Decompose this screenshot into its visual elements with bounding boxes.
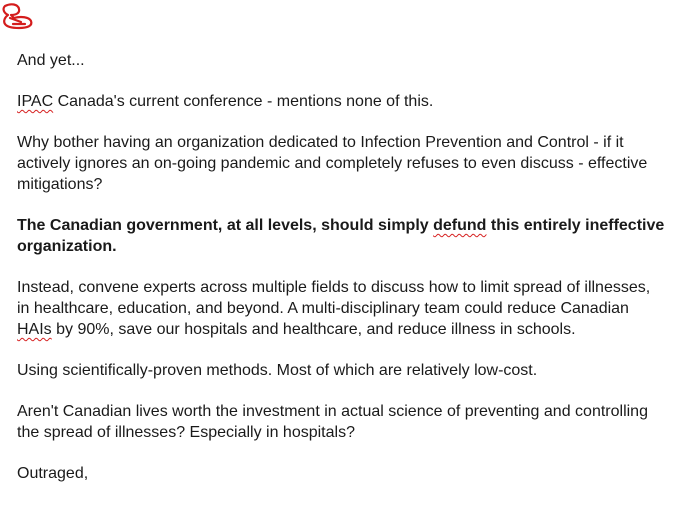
paragraph-bold-statement: [17, 215, 667, 257]
paragraph-closing-question: Aren't Canadian lives worth the investment in actual science of preventing and controlling the spread of illnesses? Especially in hospitals?: [17, 403, 648, 441]
paragraph-text: this entirely ineffective organization.: [17, 217, 665, 255]
paragraph-opening: And yet...: [17, 52, 85, 69]
spellcheck-flagged-word[interactable]: HAIs: [17, 321, 52, 338]
paragraph-methods: Using scientifically-proven methods. Most of which are relatively low-cost.: [17, 362, 538, 379]
spellcheck-flagged-word[interactable]: IPAC: [17, 93, 54, 110]
paragraph-text: by 90%, save our hospitals and healthcare, and reduce illness in schools.: [51, 321, 576, 338]
paragraph-ipac-conference: [17, 91, 667, 112]
eraser-cursor-icon: [1, 2, 35, 30]
paragraph-text: Instead, convene experts across multiple fields to discuss how to limit spread of illnesses, in healthcare, education, and beyond. A multi-disciplinary team could reduce Canadian: [17, 279, 651, 317]
spellcheck-flagged-word[interactable]: defund: [433, 217, 487, 234]
message-body-editor[interactable]: [17, 50, 667, 504]
paragraph-signoff: Outraged,: [17, 465, 89, 482]
paragraph-text: Canada's current conference - mentions none of this.: [53, 93, 434, 110]
paragraph-question: Why bother having an organization dedicated to Infection Prevention and Control - if it actively ignores an on-going pandemic and completely refuses to even discuss - effective mitigations?: [17, 134, 648, 193]
paragraph-proposal: [17, 277, 667, 340]
paragraph-text: The Canadian government, at all levels, should simply: [17, 217, 434, 234]
